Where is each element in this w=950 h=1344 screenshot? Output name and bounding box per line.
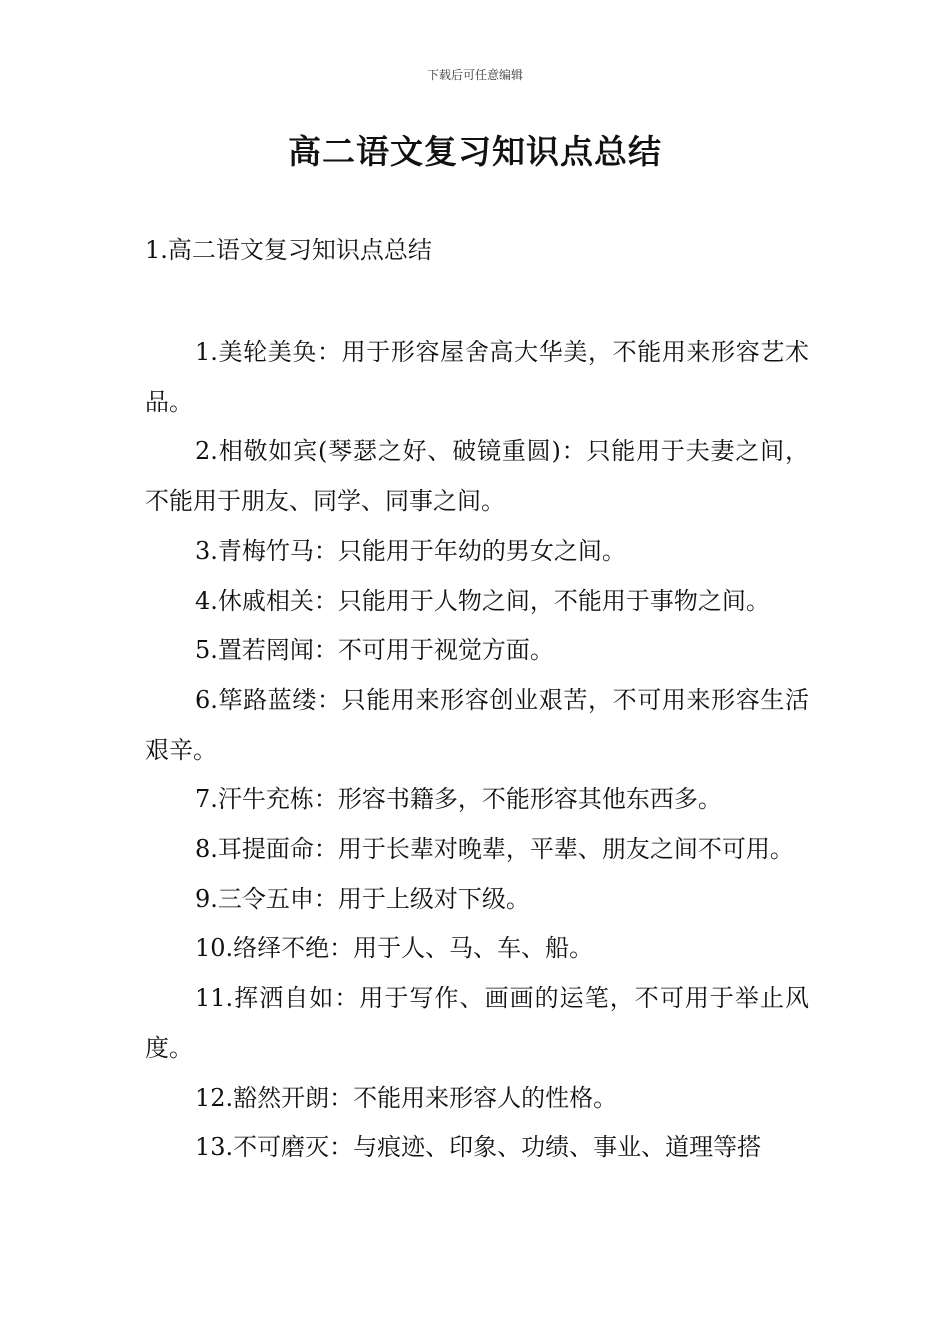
page-header-note: 下载后可任意编辑 [426,68,523,82]
paragraph: 4.休戚相关：只能用于人物之间，不能用于事物之间。 [195,586,770,615]
paragraph: 13.不可磨灭：与痕迹、印象、功绩、事业、道理等搭 [195,1133,762,1162]
paragraph: 8.耳提面命：用于长辈对晚辈，平辈、朋友之间不可用。 [195,835,794,864]
paragraph: 6.筚路蓝缕：只能用来形容创业艰苦，不可用来形容生活艰辛。 [145,685,809,764]
paragraph: 5.置若罔闻：不可用于视觉方面。 [195,636,554,665]
document-body [145,328,809,1173]
paragraph: 1.美轮美奂：用于形容屋舍高大华美，不能用来形容艺术品。 [145,338,809,416]
paragraph: 3.青梅竹马：只能用于年幼的男女之间。 [195,536,626,565]
paragraph: 12.豁然开朗：不能用来形容人的性格。 [195,1083,618,1112]
paragraph: 9.三令五申：用于上级对下级。 [195,884,530,913]
paragraph: 11.挥洒自如：用于写作、画画的运笔，不可用于举止风度。 [145,984,809,1062]
paragraph: 7.汗牛充栋：形容书籍多，不能形容其他东西多。 [195,785,722,814]
document-title: 高二语文复习知识点总结 [288,132,662,171]
paragraph: 10.络绎不绝：用于人、马、车、船。 [195,934,594,963]
section-heading: 1.高二语文复习知识点总结 [145,236,432,264]
paragraph: 2.相敬如宾(琴瑟之好、破镜重圆)：只能用于夫妻之间，不能用于朋友、同学、同事之间。 [145,437,809,516]
